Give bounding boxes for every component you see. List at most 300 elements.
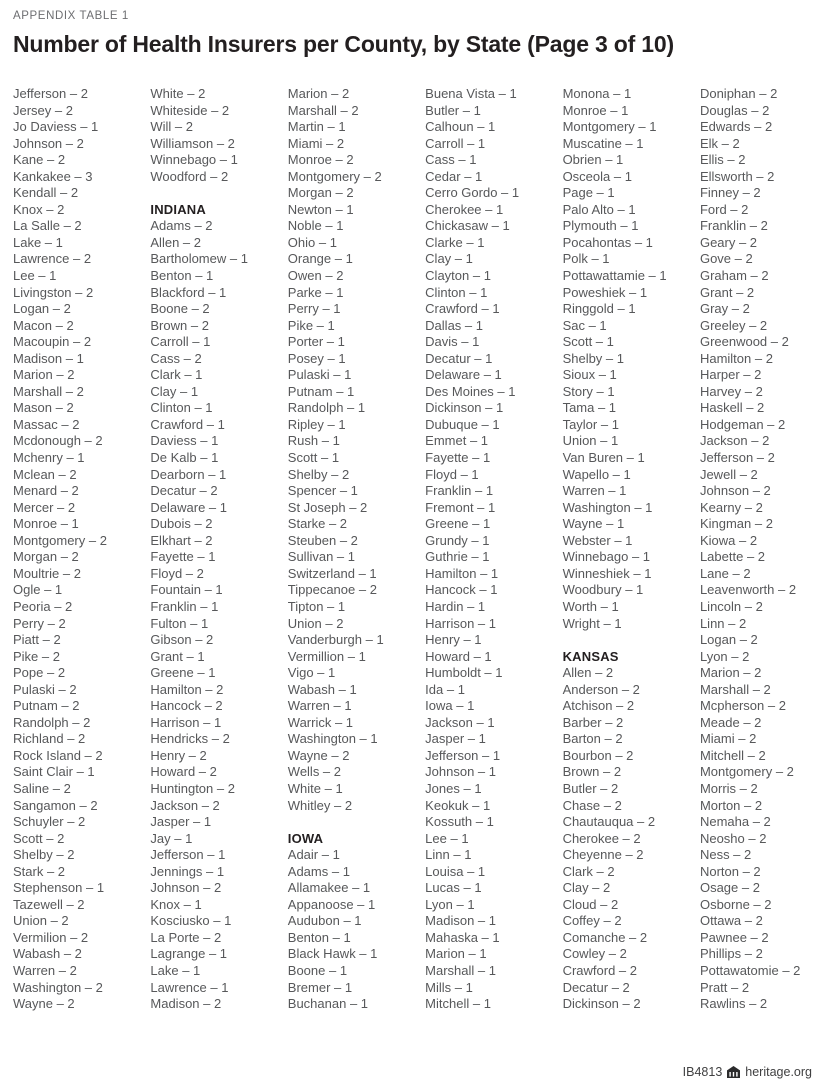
county-entry: Van Buren – 1	[562, 450, 645, 466]
county-entry: Lyon – 1	[425, 896, 475, 912]
county-entry: Norton – 2	[699, 863, 761, 879]
county-entry: Harper – 2	[699, 367, 762, 383]
county-entry: White – 1	[287, 780, 343, 796]
county-entry: Hodgeman – 2	[699, 416, 786, 432]
county-entry: Carroll – 1	[425, 135, 486, 151]
county-entry: Spencer – 1	[287, 483, 358, 499]
county-entry: Brown – 2	[150, 317, 209, 333]
county-entry: Pawnee – 2	[699, 929, 769, 945]
county-entry: Monona – 1	[562, 86, 632, 101]
county-entry: Fayette – 1	[425, 450, 491, 466]
county-entry: Lyon – 2	[699, 648, 750, 664]
county-entry: Plymouth – 1	[562, 218, 639, 234]
county-entry: Meade – 2	[699, 714, 762, 730]
county-entry: Franklin – 2	[699, 218, 768, 234]
county-entry: Kendall – 2	[13, 185, 79, 201]
county-entry: Scott – 1	[562, 334, 614, 350]
county-entry: Shelby – 2	[287, 466, 350, 482]
county-entry: Steuben – 2	[287, 532, 358, 548]
county-entry: Morgan – 2	[287, 185, 354, 201]
county-entry: Worth – 1	[562, 598, 619, 614]
county-entry: Washington – 1	[562, 499, 653, 515]
county-entry: Jackson – 2	[699, 433, 770, 449]
county-entry: Delaware – 1	[425, 367, 502, 383]
county-entry: Fremont – 1	[425, 499, 496, 515]
county-entry: Perry – 1	[287, 301, 341, 317]
county-entry: Hancock – 1	[425, 582, 498, 598]
county-entry: Polk – 1	[562, 251, 610, 267]
county-entry: Ohio – 1	[287, 234, 337, 250]
county-entry: Jackson – 1	[425, 714, 495, 730]
county-entry: Logan – 2	[13, 301, 71, 317]
county-entry: Pocahontas – 1	[562, 234, 653, 250]
county-entry: Crawford – 1	[425, 301, 500, 317]
county-entry: Ness – 2	[699, 847, 752, 863]
county-entry: Johnson – 2	[150, 880, 222, 896]
county-entry: Wabash – 1	[287, 681, 357, 697]
county-entry: Whiteside – 2	[150, 102, 230, 118]
county-entry: Monroe – 1	[562, 102, 629, 118]
county-entry: Graham – 2	[699, 268, 769, 284]
county-entry: Pottawatomie – 2	[699, 962, 801, 978]
county-entry: Putnam – 1	[287, 383, 355, 399]
county-entry: Whitley – 2	[287, 797, 353, 813]
county-entry: Hamilton – 1	[425, 565, 499, 581]
county-entry: Clark – 1	[150, 367, 203, 383]
county-entry: Orange – 1	[287, 251, 353, 267]
county-entry: Marion – 2	[699, 665, 762, 681]
county-entry: Greene – 1	[425, 516, 491, 532]
county-entry: Greenwood – 2	[699, 334, 789, 350]
county-entry: Hardin – 1	[425, 598, 486, 614]
county-entry: Mercer – 2	[13, 499, 76, 515]
county-entry: Winnebago – 1	[150, 152, 238, 168]
county-entry: Gove – 2	[699, 251, 753, 267]
county-entry: Neosho – 2	[699, 830, 767, 846]
county-entry: Dallas – 1	[425, 317, 483, 333]
county-entry: Lawrence – 2	[13, 251, 92, 267]
county-entry: Mitchell – 2	[699, 747, 766, 763]
county-entry: Marion – 2	[287, 86, 350, 101]
county-entry: Massac – 2	[13, 416, 80, 432]
county-entry: Jay – 1	[150, 830, 193, 846]
county-entry: Floyd – 1	[425, 466, 479, 482]
county-column	[13, 86, 150, 1013]
county-entry: Fulton – 1	[150, 615, 209, 631]
county-entry: Johnson – 2	[13, 135, 84, 151]
county-entry: Johnson – 2	[699, 483, 771, 499]
county-column	[425, 86, 562, 1013]
county-entry: Ida – 1	[425, 681, 465, 697]
county-entry: Crawford – 1	[150, 416, 225, 432]
county-entry: Parke – 1	[287, 284, 344, 300]
county-entry: Story – 1	[562, 383, 615, 399]
county-entry: Washington – 2	[13, 979, 103, 995]
county-entry: Adams – 1	[287, 863, 350, 879]
county-entry: Knox – 2	[13, 201, 65, 217]
county-entry: Boone – 2	[150, 301, 210, 317]
county-entry: Mcdonough – 2	[13, 433, 103, 449]
county-entry: Montgomery – 2	[287, 168, 382, 184]
county-entry: Geary – 2	[699, 234, 758, 250]
county-entry: Osage – 2	[699, 880, 760, 896]
county-entry: Ripley – 1	[287, 416, 346, 432]
county-entry: Decatur – 2	[562, 979, 630, 995]
county-entry: Wabash – 2	[13, 946, 82, 962]
county-entry: Clayton – 1	[425, 268, 491, 284]
county-entry: Sangamon – 2	[13, 797, 98, 813]
county-entry: Rush – 1	[287, 433, 340, 449]
county-entry: Macoupin – 2	[13, 334, 92, 350]
county-entry: Pulaski – 2	[13, 681, 77, 697]
county-entry: Union – 1	[562, 433, 619, 449]
county-entry: Bremer – 1	[287, 979, 353, 995]
county-entry: Butler – 1	[425, 102, 481, 118]
county-entry: Montgomery – 1	[562, 119, 657, 135]
county-entry: Miami – 2	[287, 135, 345, 151]
county-entry: Atchison – 2	[562, 698, 635, 714]
county-entry: Howard – 2	[150, 764, 217, 780]
county-entry: La Salle – 2	[13, 218, 82, 234]
county-entry: Hendricks – 2	[150, 731, 230, 747]
county-entry: Calhoun – 1	[425, 119, 496, 135]
county-entry: Sac – 1	[562, 317, 607, 333]
county-entry: Cass – 2	[150, 350, 202, 366]
county-entry: Peoria – 2	[13, 598, 73, 614]
county-entry: Logan – 2	[699, 632, 758, 648]
county-entry: Shelby – 1	[562, 350, 624, 366]
county-entry: Livingston – 2	[13, 284, 94, 300]
county-entry: Will – 2	[150, 119, 194, 135]
county-entry: Stephenson – 1	[13, 880, 105, 896]
county-entry: Anderson – 2	[562, 681, 640, 697]
county-entry: Kankakee – 3	[13, 168, 93, 184]
county-entry: Decatur – 1	[425, 350, 493, 366]
county-entry: Elkhart – 2	[150, 532, 213, 548]
county-entry: Saline – 2	[13, 780, 71, 796]
county-entry: Putnam – 2	[13, 698, 80, 714]
county-entry: Sullivan – 1	[287, 549, 355, 565]
county-entry: Chautauqua – 2	[562, 814, 656, 830]
county-entry: Franklin – 1	[150, 598, 219, 614]
county-entry: Clark – 2	[562, 863, 615, 879]
appendix-label: APPENDIX TABLE 1	[13, 10, 129, 22]
county-entry: Iowa – 1	[425, 698, 475, 714]
county-entry: Greeley – 2	[699, 317, 768, 333]
county-entry: Mason – 2	[13, 400, 74, 416]
county-entry: Marshall – 2	[13, 383, 84, 399]
county-entry: Union – 2	[13, 913, 69, 929]
county-entry: Fountain – 1	[150, 582, 223, 598]
county-entry: Cherokee – 2	[562, 830, 641, 846]
county-entry: Tazewell – 2	[13, 896, 85, 912]
county-entry: Carroll – 1	[150, 334, 211, 350]
county-entry: Clay – 1	[425, 251, 473, 267]
county-entry: Crawford – 2	[562, 962, 637, 978]
county-entry: Black Hawk – 1	[287, 946, 378, 962]
county-entry: Daviess – 1	[150, 433, 219, 449]
county-entry: Richland – 2	[13, 731, 86, 747]
county-entry: Mclean – 2	[13, 466, 77, 482]
county-entry: Warren – 2	[13, 962, 77, 978]
county-entry: Grant – 2	[699, 284, 755, 300]
county-entry: Benton – 1	[287, 929, 351, 945]
county-entry: Des Moines – 1	[425, 383, 516, 399]
county-entry: Cloud – 2	[562, 896, 619, 912]
county-entry: Ringgold – 1	[562, 301, 636, 317]
county-entry: Knox – 1	[150, 896, 202, 912]
county-entry: Dubuque – 1	[425, 416, 500, 432]
county-entry: Woodford – 2	[150, 168, 229, 184]
county-entry: Vermilion – 2	[13, 929, 89, 945]
county-entry: Marion – 1	[425, 946, 487, 962]
county-entry: Marion – 2	[13, 367, 75, 383]
county-entry: Greene – 1	[150, 665, 216, 681]
county-entry: Woodbury – 1	[562, 582, 644, 598]
county-entry: Obrien – 1	[562, 152, 624, 168]
heritage-logo-icon	[727, 1066, 740, 1078]
county-entry: Wells – 2	[287, 764, 342, 780]
page-header	[0, 0, 825, 58]
county-entry: Ford – 2	[699, 201, 749, 217]
county-entry: Clinton – 1	[150, 400, 213, 416]
county-entry: Muscatine – 1	[562, 135, 644, 151]
county-entry: Jersey – 2	[13, 102, 73, 118]
county-column	[288, 86, 425, 1013]
county-entry: Grant – 1	[150, 648, 205, 664]
county-entry: Marshall – 1	[425, 962, 496, 978]
footer-site: heritage.org	[745, 1065, 812, 1079]
county-entry: Kearny – 2	[699, 499, 763, 515]
county-entry: Scott – 2	[13, 830, 65, 846]
county-entry: Winnebago – 1	[562, 549, 651, 565]
county-entry: Gray – 2	[699, 301, 750, 317]
county-entry: Vermillion – 1	[287, 648, 366, 664]
county-entry: Dickinson – 2	[562, 996, 641, 1012]
county-entry: Piatt – 2	[13, 632, 61, 648]
county-entry: Lake – 1	[150, 962, 201, 978]
county-entry: Noble – 1	[287, 218, 344, 234]
county-entry: Clay – 2	[562, 880, 611, 896]
county-entry: Louisa – 1	[425, 863, 486, 879]
county-entry: Harrison – 1	[150, 714, 222, 730]
county-entry: Buchanan – 1	[287, 996, 369, 1012]
county-entry: Rock Island – 2	[13, 747, 103, 763]
county-entry: Pope – 2	[13, 665, 66, 681]
county-entry: St Joseph – 2	[287, 499, 368, 515]
county-entry: Saint Clair – 1	[13, 764, 95, 780]
county-entry: Appanoose – 1	[287, 896, 376, 912]
county-entry: Randolph – 2	[13, 714, 91, 730]
county-entry: Harrison – 1	[425, 615, 496, 631]
county-entry: Jones – 1	[425, 780, 482, 796]
county-entry: Lee – 1	[13, 268, 57, 284]
county-entry: Kingman – 2	[699, 516, 773, 532]
county-entry: Madison – 1	[13, 350, 84, 366]
county-entry: Dickinson – 1	[425, 400, 504, 416]
county-entry: Tippecanoe – 2	[287, 582, 377, 598]
county-entry: Hamilton – 2	[150, 681, 224, 697]
county-entry: Wayne – 2	[287, 747, 350, 763]
county-entry: Jefferson – 1	[150, 847, 226, 863]
county-entry: Labette – 2	[699, 549, 766, 565]
county-entry: Osborne – 2	[699, 896, 772, 912]
county-entry: Marshall – 2	[287, 102, 359, 118]
county-entry: Menard – 2	[13, 483, 79, 499]
county-entry: Madison – 1	[425, 913, 496, 929]
county-entry: Martin – 1	[287, 119, 346, 135]
county-entry: Schuyler – 2	[13, 814, 86, 830]
county-entry: Lucas – 1	[425, 880, 482, 896]
county-entry: Cedar – 1	[425, 168, 483, 184]
county-entry: Newton – 1	[287, 201, 354, 217]
footer	[683, 1065, 812, 1079]
county-entry: Lagrange – 1	[150, 946, 228, 962]
county-entry: Davis – 1	[425, 334, 480, 350]
county-entry: Douglas – 2	[699, 102, 770, 118]
county-entry: Montgomery – 2	[699, 764, 794, 780]
county-entry: Washington – 1	[287, 731, 378, 747]
county-entry: Perry – 2	[13, 615, 66, 631]
county-entry: Howard – 1	[425, 648, 492, 664]
county-entry: Jasper – 1	[425, 731, 486, 747]
county-entry: Humboldt – 1	[425, 665, 503, 681]
county-entry: Jennings – 1	[150, 863, 225, 879]
county-column	[700, 86, 825, 1013]
county-column	[563, 86, 700, 1013]
county-entry: Kiowa – 2	[699, 532, 758, 548]
county-entry: Chase – 2	[562, 797, 622, 813]
county-entry: Vanderburgh – 1	[287, 632, 384, 648]
county-entry: Cheyenne – 2	[562, 847, 644, 863]
county-entry: Monroe – 1	[13, 516, 79, 532]
county-entry: Ogle – 1	[13, 582, 63, 598]
county-entry: Ellis – 2	[699, 152, 746, 168]
county-entry: Pike – 1	[287, 317, 335, 333]
county-entry: Lawrence – 1	[150, 979, 229, 995]
county-entry: White – 2	[150, 86, 206, 101]
county-entry: Leavenworth – 2	[699, 582, 797, 598]
county-entry: Page – 1	[562, 185, 615, 201]
county-entry: Webster – 1	[562, 532, 633, 548]
county-entry: Jefferson – 1	[425, 747, 501, 763]
county-entry: Blackford – 1	[150, 284, 227, 300]
county-entry: Audubon – 1	[287, 913, 362, 929]
county-entry: Nemaha – 2	[699, 814, 771, 830]
county-entry: Mchenry – 1	[13, 450, 85, 466]
county-entry: Porter – 1	[287, 334, 345, 350]
county-entry: Gibson – 2	[150, 632, 214, 648]
county-entry: Benton – 1	[150, 268, 214, 284]
county-entry: Wayne – 1	[562, 516, 625, 532]
county-entry: Pottawattamie – 1	[562, 268, 667, 284]
county-entry: Allen – 2	[150, 234, 201, 250]
county-entry: Pike – 2	[13, 648, 60, 664]
county-entry: Morton – 2	[699, 797, 763, 813]
county-entry: Butler – 2	[562, 780, 619, 796]
county-entry: Warren – 1	[287, 698, 352, 714]
county-entry: Lincoln – 2	[699, 598, 763, 614]
county-entry: La Porte – 2	[150, 929, 222, 945]
county-entry: Mills – 1	[425, 979, 473, 995]
county-entry: Barton – 2	[562, 731, 623, 747]
county-entry: Kosciusko – 1	[150, 913, 232, 929]
county-entry: Marshall – 2	[699, 681, 771, 697]
county-entry: Bartholomew – 1	[150, 251, 248, 267]
county-entry: Buena Vista – 1	[425, 86, 517, 101]
county-entry: Emmet – 1	[425, 433, 489, 449]
county-entry: Huntington – 2	[150, 780, 235, 796]
county-entry: Morris – 2	[699, 780, 758, 796]
county-entry: Mahaska – 1	[425, 929, 500, 945]
county-entry: Franklin – 1	[425, 483, 494, 499]
county-entry: Henry – 2	[150, 747, 207, 763]
county-entry: Barber – 2	[562, 714, 624, 730]
county-entry: Clinton – 1	[425, 284, 488, 300]
county-entry: Brown – 2	[562, 764, 622, 780]
county-entry: Taylor – 1	[562, 416, 619, 432]
county-entry: Posey – 1	[287, 350, 346, 366]
county-list	[13, 86, 825, 1013]
county-entry: Jewell – 2	[699, 466, 758, 482]
county-entry: Cerro Gordo – 1	[425, 185, 520, 201]
county-entry: Stark – 2	[13, 863, 66, 879]
county-entry: Grundy – 1	[425, 532, 490, 548]
county-entry: Wapello – 1	[562, 466, 631, 482]
county-entry: Phillips – 2	[699, 946, 763, 962]
state-header: KANSAS	[562, 648, 619, 664]
county-entry: Macon – 2	[13, 317, 74, 333]
county-entry: Jackson – 2	[150, 797, 220, 813]
county-entry: Comanche – 2	[562, 929, 648, 945]
county-entry: Dubois – 2	[150, 516, 213, 532]
county-entry: Johnson – 1	[425, 764, 497, 780]
county-entry: Chickasaw – 1	[425, 218, 510, 234]
county-entry: Osceola – 1	[562, 168, 632, 184]
county-entry: Owen – 2	[287, 268, 344, 284]
county-entry: De Kalb – 1	[150, 450, 219, 466]
county-entry: Jo Daviess – 1	[13, 119, 99, 135]
county-entry: Pratt – 2	[699, 979, 750, 995]
county-entry: Boone – 1	[287, 962, 348, 978]
county-entry: Switzerland – 1	[287, 565, 377, 581]
county-entry: Palo Alto – 1	[562, 201, 636, 217]
county-entry: Linn – 1	[425, 847, 472, 863]
county-entry: Hamilton – 2	[699, 350, 773, 366]
county-entry: Mitchell – 1	[425, 996, 491, 1012]
county-entry: Allamakee – 1	[287, 880, 371, 896]
state-header: INDIANA	[150, 201, 206, 217]
page-title: Number of Health Insurers per County, by State (Page 3 of 10)	[13, 31, 674, 57]
county-entry: Coffey – 2	[562, 913, 622, 929]
county-entry: Fayette – 1	[150, 549, 216, 565]
county-entry: Bourbon – 2	[562, 747, 634, 763]
county-entry: Union – 2	[287, 615, 344, 631]
county-entry: Wright – 1	[562, 615, 622, 631]
county-column	[150, 86, 287, 1013]
county-entry: Henry – 1	[425, 632, 482, 648]
county-entry: Dearborn – 1	[150, 466, 227, 482]
county-entry: Scott – 1	[287, 450, 340, 466]
county-entry: Tipton – 1	[287, 598, 346, 614]
county-entry: Miami – 2	[699, 731, 757, 747]
county-entry: Finney – 2	[699, 185, 761, 201]
county-entry: Elk – 2	[699, 135, 740, 151]
county-entry: Jasper – 1	[150, 814, 212, 830]
county-entry: Decatur – 2	[150, 483, 218, 499]
footer-doc-id: IB4813	[682, 1065, 723, 1079]
county-entry: Pulaski – 1	[287, 367, 352, 383]
